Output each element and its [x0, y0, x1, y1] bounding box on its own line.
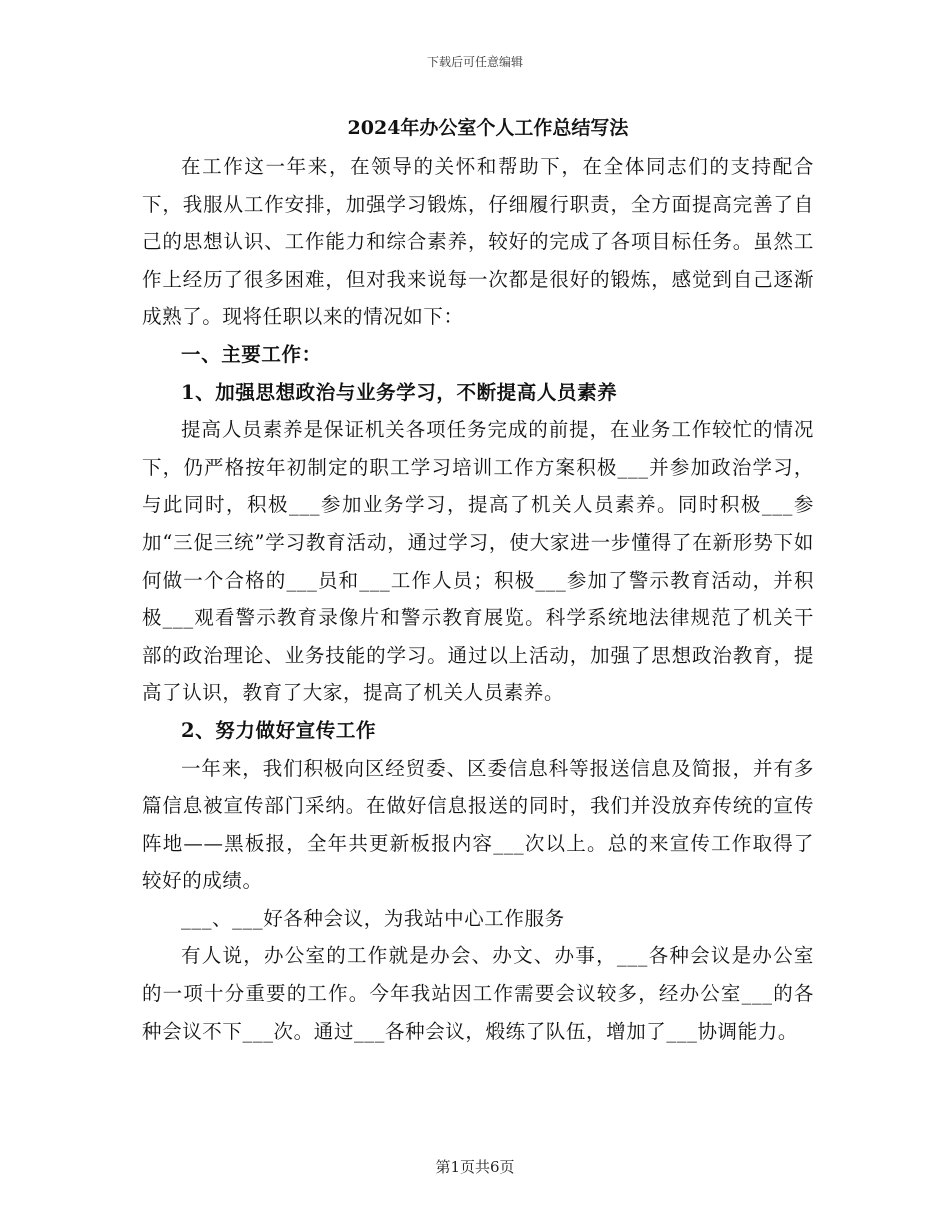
- publicity-paragraph: 一年来，我们积极向区经贸委、区委信息科等报送信息及简报，并有多篇信息被宣传部门采纳。在做好信息报送的同时，我们并没放弃传统的宣传阵地——黑板报，全年共更新板报内容___次以上。总的来宣传工作取得了较好的成绩。: [142, 756, 814, 893]
- document-body: [142, 112, 814, 1050]
- subheading-publicity: 2、努力做好宣传工作: [181, 718, 377, 742]
- document-title: 2024年办公室个人工作总结写法: [347, 117, 629, 139]
- page-footer: 第1页共6页: [435, 1158, 515, 1176]
- section-heading-main-work: 一、主要工作：: [181, 342, 322, 366]
- intro-paragraph: 在工作这一年来，在领导的关怀和帮助下，在全体同志们的支持配合下，我服从工作安排，加强学习锻炼，仔细履行职责，全方面提高完善了自己的思想认识、工作能力和综合素养，较好的完成了各项目标任务。虽然工作上经历了很多困难，但对我来说每一次都是很好的锻炼，感觉到自己逐渐成熟了。现将任职以来的情况如下：: [142, 155, 814, 329]
- header-note: 下载后可任意编辑: [426, 55, 523, 69]
- subheading-study: 1、加强思想政治与业务学习，不断提高人员素养: [181, 380, 618, 404]
- study-paragraph: 提高人员素养是保证机关各项任务完成的前提，在业务工作较忙的情况下，仍严格按年初制定的职工学习培训工作方案积极___并参加政治学习，与此同时，积极___参加业务学习，提高了机关人员素养。同时积极___参加“三促三统”学习教育活动，通过学习，使大家进一步懂得了在新形势下如何做一个合格的___员和___工作人员；积极___参加了警示教育活动，并积极___观看警示教育录像片和警示教育展览。科学系统地法律规范了机关干部的政治理论、业务技能的学习。通过以上活动，加强了思想政治教育，提高了认识，教育了大家，提高了机关人员素养。: [142, 418, 814, 705]
- meetings-paragraph: 有人说，办公室的工作就是办会、办文、办事，___各种会议是办公室的一项十分重要的工作。今年我站因工作需要会议较多，经办公室___的各种会议不下___次。通过___各种会议，煅练了队伍，增加了___协调能力。: [142, 944, 814, 1043]
- subheading-meetings: ___、___好各种会议，为我站中心工作服务: [181, 906, 565, 930]
